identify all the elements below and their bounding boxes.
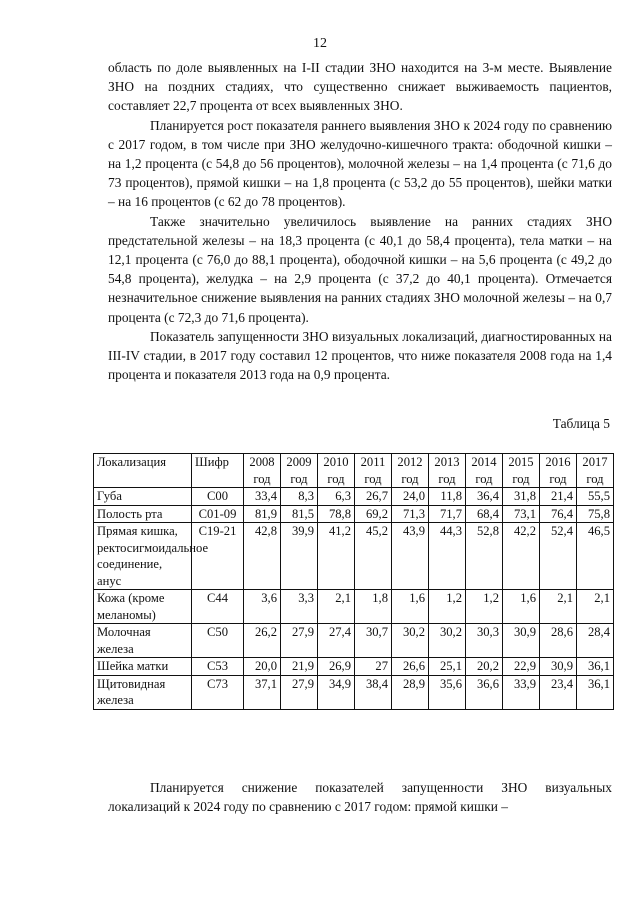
header-year: 2014 год [466, 454, 503, 488]
cell-localization: Полость рта [94, 505, 192, 523]
cell-value: 21,9 [281, 658, 318, 676]
cell-value: 36,1 [577, 658, 614, 676]
paragraph-4: Показатель запущенности ЗНО визуальных локализаций, диагностированных на III-IV стадии, в 2017 году составил 12 процентов, что ниже показателя 2008 года на 1,4 процента и показателя 2013 года на 0,9 процента. [108, 328, 612, 383]
cell-value: 44,3 [429, 523, 466, 590]
cell-value: 41,2 [318, 523, 355, 590]
cell-value: 30,9 [540, 658, 577, 676]
cell-value: 71,3 [392, 505, 429, 523]
cell-value: 2,1 [540, 590, 577, 624]
cell-value: 27,9 [281, 675, 318, 709]
header-year: 2013 год [429, 454, 466, 488]
cell-value: 30,2 [392, 624, 429, 658]
header-code: Шифр [192, 454, 244, 488]
cell-value: 78,8 [318, 505, 355, 523]
cell-value: 11,8 [429, 488, 466, 506]
cell-value: 52,8 [466, 523, 503, 590]
cell-value: 1,8 [355, 590, 392, 624]
cell-value: 1,6 [392, 590, 429, 624]
cell-value: 38,4 [355, 675, 392, 709]
cell-value: 6,3 [318, 488, 355, 506]
cell-value: 46,5 [577, 523, 614, 590]
cell-value: 36,4 [466, 488, 503, 506]
cell-value: 21,4 [540, 488, 577, 506]
table-row [94, 675, 614, 709]
header-localization: Локализация [94, 454, 192, 488]
table-header-row [94, 454, 614, 488]
cell-code: C01-09 [192, 505, 244, 523]
cell-localization: Щитовидная железа [94, 675, 192, 709]
cell-value: 2,1 [318, 590, 355, 624]
cell-value: 25,1 [429, 658, 466, 676]
cell-value: 75,8 [577, 505, 614, 523]
paragraph-5: Планируется снижение показателей запущенности ЗНО визуальных локализаций к 2024 году по сравнению с 2017 годом: прямой кишки – [108, 780, 612, 815]
cell-value: 1,2 [466, 590, 503, 624]
header-year: 2016 год [540, 454, 577, 488]
cell-value: 23,4 [540, 675, 577, 709]
closing-text [108, 778, 612, 816]
cell-value: 55,5 [577, 488, 614, 506]
cell-value: 76,4 [540, 505, 577, 523]
cell-value: 22,9 [503, 658, 540, 676]
header-year: 2009 год [281, 454, 318, 488]
cell-value: 26,9 [318, 658, 355, 676]
cell-value: 1,6 [503, 590, 540, 624]
neglect-rate-table [93, 453, 614, 710]
cell-value: 27,9 [281, 624, 318, 658]
cell-value: 43,9 [392, 523, 429, 590]
table-row [94, 590, 614, 624]
cell-value: 28,6 [540, 624, 577, 658]
cell-value: 71,7 [429, 505, 466, 523]
cell-value: 26,2 [244, 624, 281, 658]
paragraph-3: Также значительно увеличилось выявление на ранних стадиях ЗНО предстательной железы – на 18,3 процента (с 40,1 до 58,4 процента), тела матки – на 12,1 процента (с 76,0 до 88,1 процента), ободочной кишки – на 5,6 процента (с 49,2 до 54,8 процента), желудка – на 2,9 процента (с 37,2 до 40,1 процента). Отмечается незначительное снижение выявления на ранних стадиях ЗНО молочной железы – на 0,7 процента (с 72,3 до 71,6 процента). [108, 213, 612, 325]
header-year: 2010 год [318, 454, 355, 488]
cell-value: 30,3 [466, 624, 503, 658]
cell-value: 39,9 [281, 523, 318, 590]
header-year: 2017 год [577, 454, 614, 488]
page-number: 12 [313, 36, 327, 51]
cell-value: 69,2 [355, 505, 392, 523]
cell-value: 26,6 [392, 658, 429, 676]
cell-value: 52,4 [540, 523, 577, 590]
cell-value: 34,9 [318, 675, 355, 709]
cell-value: 20,2 [466, 658, 503, 676]
cell-value: 30,9 [503, 624, 540, 658]
cell-value: 42,2 [503, 523, 540, 590]
cell-value: 3,6 [244, 590, 281, 624]
table-row [94, 658, 614, 676]
cell-value: 33,9 [503, 675, 540, 709]
cell-code: C00 [192, 488, 244, 506]
table-row [94, 505, 614, 523]
cell-value: 30,7 [355, 624, 392, 658]
cell-code: C19-21 [192, 523, 244, 590]
cell-value: 28,9 [392, 675, 429, 709]
cell-value: 1,2 [429, 590, 466, 624]
table-row [94, 523, 614, 590]
cell-code: C53 [192, 658, 244, 676]
cell-value: 27 [355, 658, 392, 676]
cell-value: 33,4 [244, 488, 281, 506]
cell-code: C50 [192, 624, 244, 658]
cell-code: C44 [192, 590, 244, 624]
cell-value: 42,8 [244, 523, 281, 590]
cell-value: 68,4 [466, 505, 503, 523]
cell-value: 73,1 [503, 505, 540, 523]
cell-value: 45,2 [355, 523, 392, 590]
cell-localization: Молочная железа [94, 624, 192, 658]
cell-value: 28,4 [577, 624, 614, 658]
cell-localization: Шейка матки [94, 658, 192, 676]
cell-value: 27,4 [318, 624, 355, 658]
cell-localization: Кожа (кроме меланомы) [94, 590, 192, 624]
header-year: 2015 год [503, 454, 540, 488]
cell-value: 37,1 [244, 675, 281, 709]
header-year: 2012 год [392, 454, 429, 488]
paragraph-1: область по доле выявленных на I-II стадии ЗНО находится на 3-м месте. Выявление ЗНО на поздних стадиях, что существенно снижает выживаемость пациентов, составляет 22,7 процента от всех выявленных ЗНО. [108, 60, 612, 114]
cell-value: 36,1 [577, 675, 614, 709]
cell-value: 24,0 [392, 488, 429, 506]
cell-value: 31,8 [503, 488, 540, 506]
header-year: 2008 год [244, 454, 281, 488]
table-row [94, 624, 614, 658]
cell-value: 3,3 [281, 590, 318, 624]
cell-value: 81,9 [244, 505, 281, 523]
table-caption: Таблица 5 [552, 416, 610, 431]
table-row [94, 488, 614, 506]
cell-code: C73 [192, 675, 244, 709]
cell-value: 2,1 [577, 590, 614, 624]
cell-value: 35,6 [429, 675, 466, 709]
cell-value: 20,0 [244, 658, 281, 676]
body-text [108, 58, 612, 384]
cell-value: 30,2 [429, 624, 466, 658]
cell-localization: Прямая кишка, ректосигмоидальное соединение, анус [94, 523, 192, 590]
cell-value: 81,5 [281, 505, 318, 523]
header-year: 2011 год [355, 454, 392, 488]
paragraph-2: Планируется рост показателя раннего выявления ЗНО к 2024 году по сравнению с 2017 годом, в том числе при ЗНО желудочно-кишечного тракта: ободочной кишки – на 1,2 процента (с 54,8 до 56 процентов), молочной железы – на 1,4 процента (с 71,6 до 73 процентов), прямой кишки – на 1,8 процента (с 53,2 до 55 процентов), шейки матки – на 16 процентов (с 62 до 78 процентов). [108, 117, 612, 210]
cell-localization: Губа [94, 488, 192, 506]
cell-value: 8,3 [281, 488, 318, 506]
cell-value: 26,7 [355, 488, 392, 506]
cell-value: 36,6 [466, 675, 503, 709]
